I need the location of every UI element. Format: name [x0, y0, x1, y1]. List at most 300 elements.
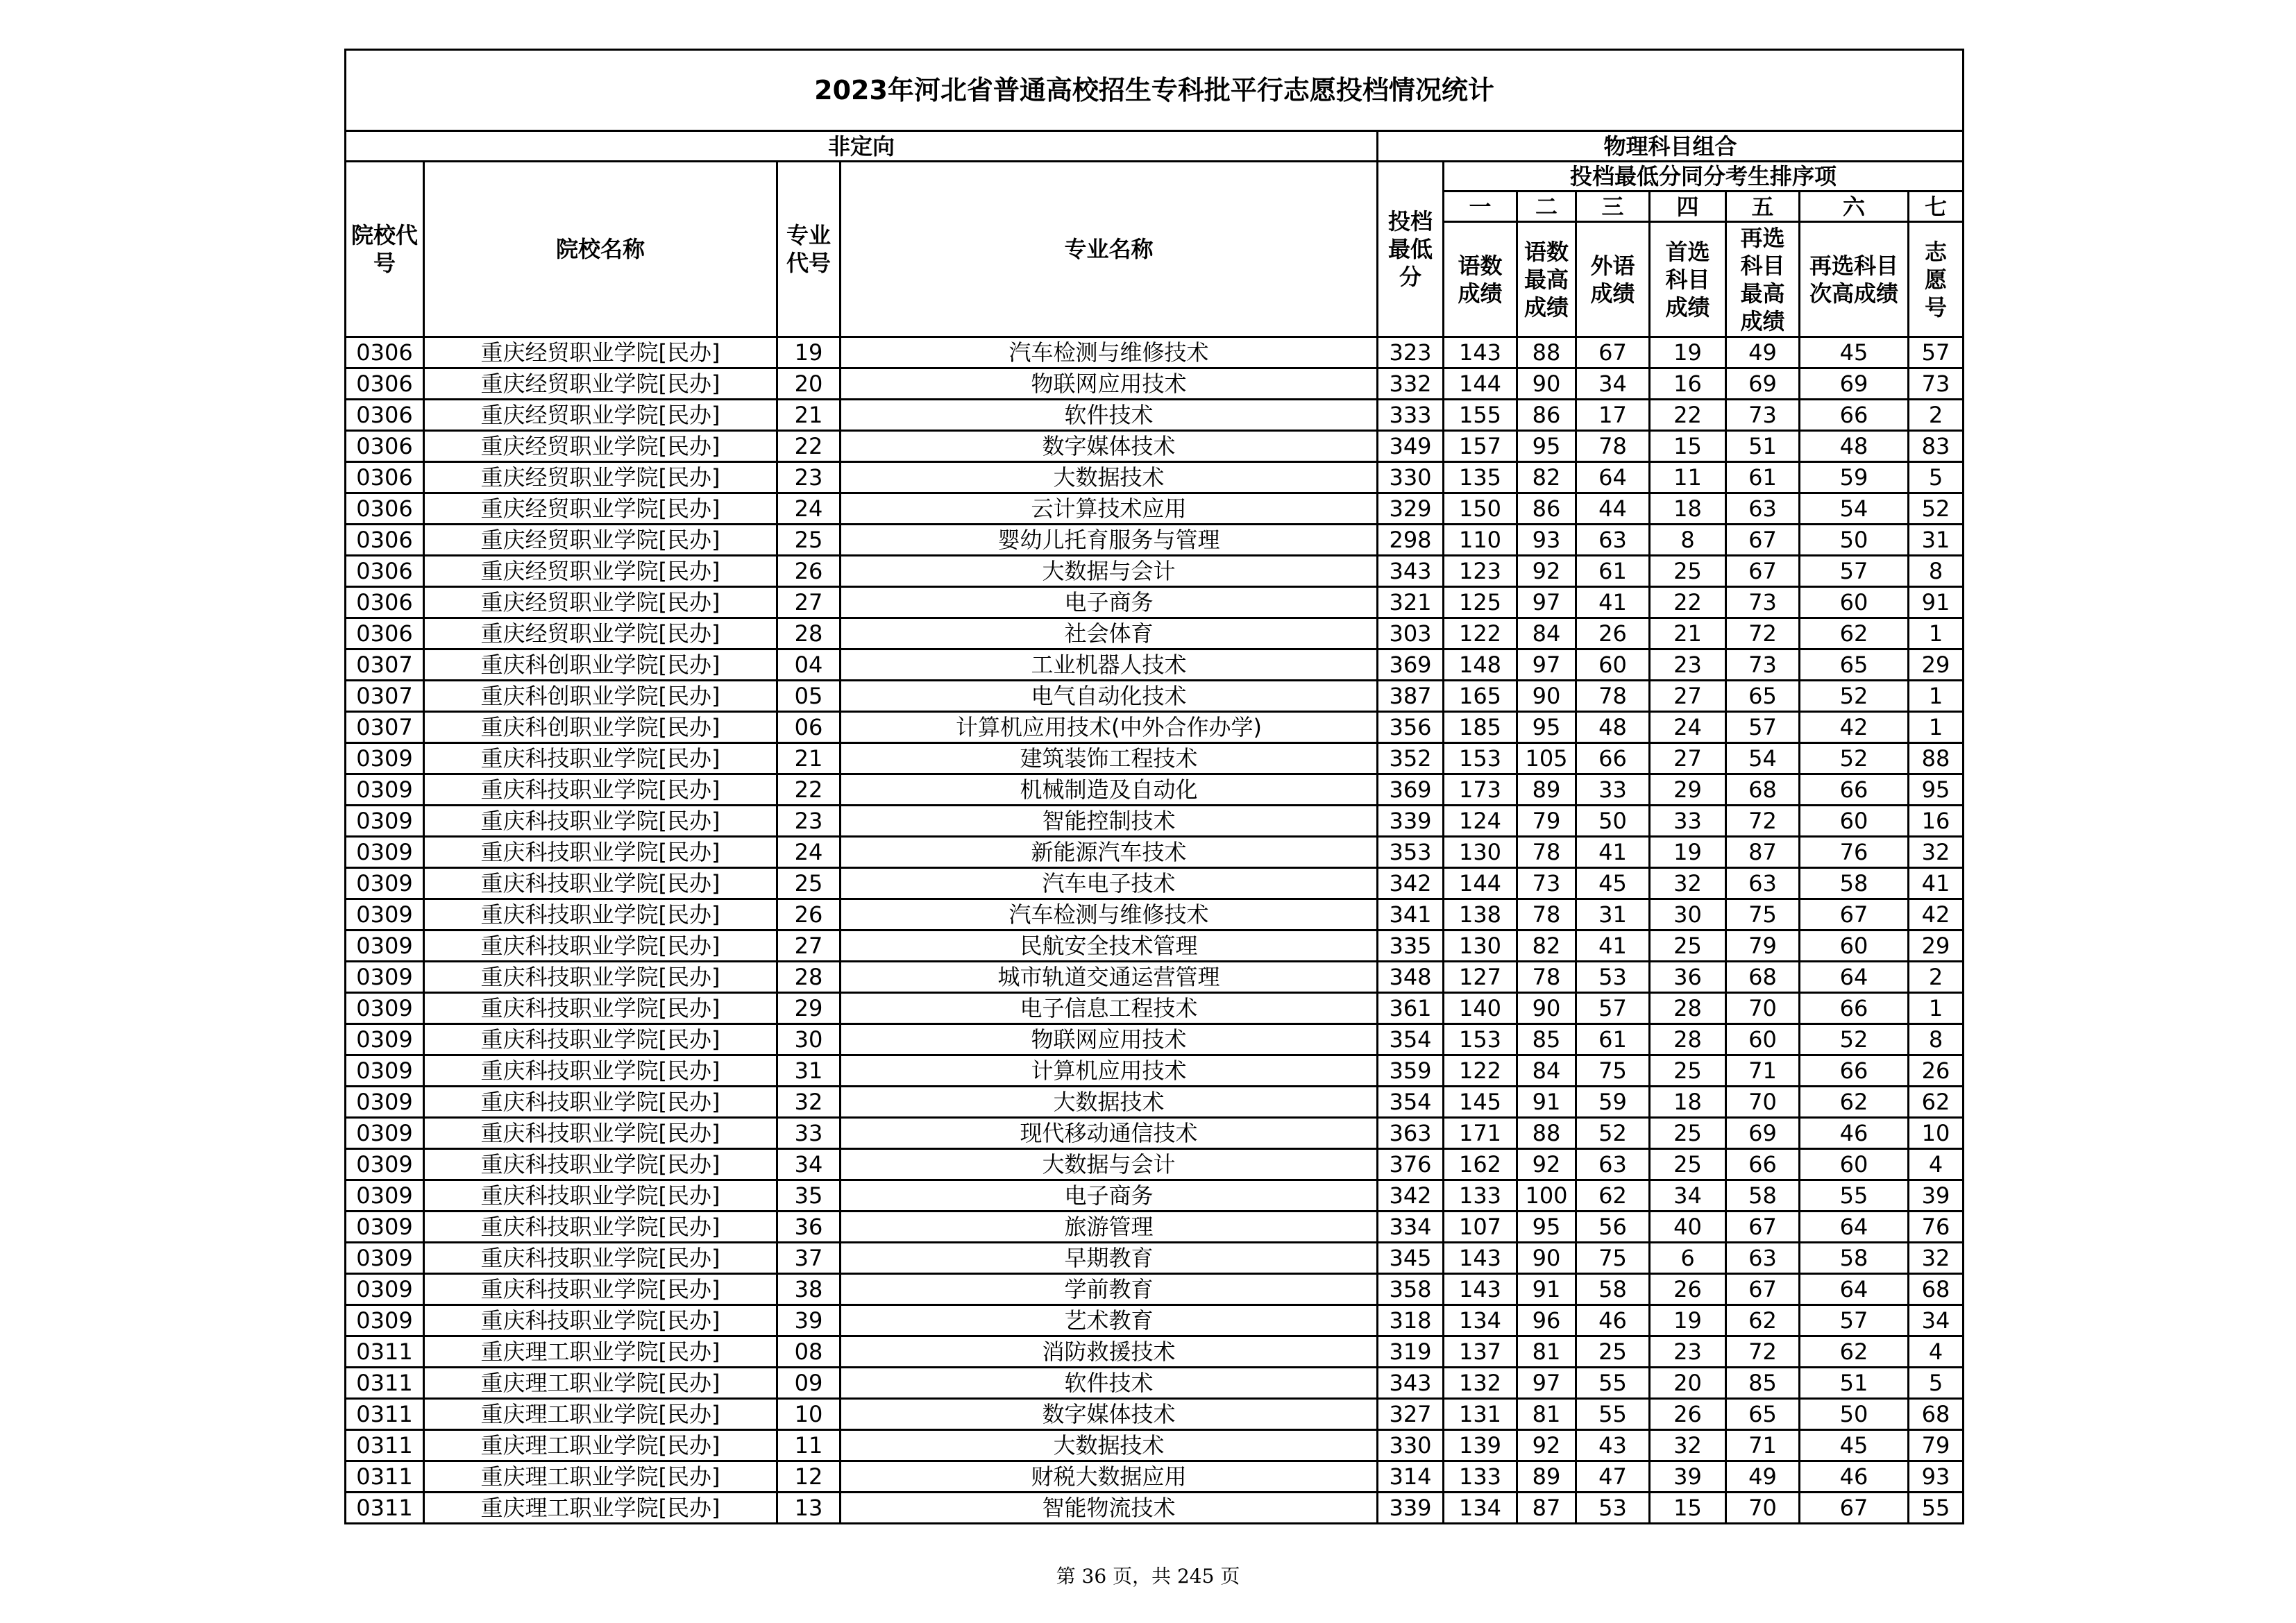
foreign-lang-score-cell: 62 [1576, 1180, 1650, 1212]
preference-number-cell: 5 [1909, 462, 1964, 493]
yushu-max-score-cell: 81 [1517, 1399, 1576, 1430]
preference-number-cell: 2 [1909, 400, 1964, 431]
school-name-cell: 重庆科技职业学院[民办] [424, 837, 777, 868]
reselect-second-score-cell: 48 [1800, 431, 1909, 462]
major-name-cell: 电子商务 [841, 587, 1378, 618]
table-row [346, 993, 1964, 1024]
reselect-second-score-cell: 69 [1800, 368, 1909, 400]
major-code-cell: 28 [777, 962, 841, 993]
preference-number-cell: 42 [1909, 899, 1964, 931]
school-name-cell: 重庆经贸职业学院[民办] [424, 462, 777, 493]
school-code-cell: 0309 [346, 993, 424, 1024]
first-subject-score-cell: 30 [1650, 899, 1726, 931]
yushu-score-cell: 143 [1444, 1274, 1517, 1305]
yushu-score-cell: 144 [1444, 868, 1517, 899]
min-score-cell: 348 [1378, 962, 1444, 993]
school-name-cell: 重庆科技职业学院[民办] [424, 1024, 777, 1055]
school-code-cell: 0309 [346, 743, 424, 774]
yushu-max-score-cell: 88 [1517, 337, 1576, 368]
yushu-max-score-cell: 100 [1517, 1180, 1576, 1212]
major-name-cell: 汽车电子技术 [841, 868, 1378, 899]
major-code-cell: 30 [777, 1024, 841, 1055]
school-code-cell: 0306 [346, 462, 424, 493]
yushu-score-cell: 133 [1444, 1180, 1517, 1212]
school-code-cell: 0309 [346, 1055, 424, 1087]
preference-number-cell: 62 [1909, 1087, 1964, 1118]
major-code-cell: 31 [777, 1055, 841, 1087]
yushu-max-score-cell: 89 [1517, 774, 1576, 806]
yushu-score-cell: 132 [1444, 1368, 1517, 1399]
preference-number-cell: 31 [1909, 525, 1964, 556]
tie-break-header: 投档最低分同分考生排序项 [1444, 162, 1964, 192]
tie-label-text: 志愿号 [1925, 238, 1948, 321]
major-code-cell: 22 [777, 774, 841, 806]
table-row [346, 774, 1964, 806]
reselect-max-score-cell: 57 [1726, 712, 1800, 743]
school-name-cell: 重庆经贸职业学院[民办] [424, 587, 777, 618]
reselect-second-score-cell: 65 [1800, 649, 1909, 681]
reselect-max-score-cell: 70 [1726, 993, 1800, 1024]
reselect-second-score-cell: 66 [1800, 1055, 1909, 1087]
reselect-second-score-cell: 62 [1800, 618, 1909, 649]
foreign-lang-score-cell: 52 [1576, 1118, 1650, 1149]
min-score-cell: 330 [1378, 1430, 1444, 1461]
min-score-cell: 356 [1378, 712, 1444, 743]
school-name-cell: 重庆理工职业学院[民办] [424, 1336, 777, 1368]
table-row [346, 806, 1964, 837]
min-score-cell: 332 [1378, 368, 1444, 400]
min-score-cell: 369 [1378, 774, 1444, 806]
school-code-cell: 0311 [346, 1493, 424, 1524]
reselect-max-score-cell: 75 [1726, 899, 1800, 931]
major-code-cell: 06 [777, 712, 841, 743]
reselect-max-score-cell: 71 [1726, 1055, 1800, 1087]
tie-label-text: 再选科目次高成绩 [1809, 252, 1898, 307]
table-row [346, 368, 1964, 400]
table-row [346, 1243, 1964, 1274]
school-code-cell: 0307 [346, 681, 424, 712]
school-name-header: 院校名称 [424, 162, 777, 337]
yushu-max-score-cell: 88 [1517, 1118, 1576, 1149]
first-subject-score-cell: 11 [1650, 462, 1726, 493]
table-row [346, 1461, 1964, 1493]
major-code-cell: 24 [777, 493, 841, 525]
major-name-cell: 软件技术 [841, 1368, 1378, 1399]
school-code-cell: 0306 [346, 525, 424, 556]
first-subject-score-cell: 39 [1650, 1461, 1726, 1493]
foreign-lang-score-cell: 45 [1576, 868, 1650, 899]
reselect-second-score-cell: 60 [1800, 1149, 1909, 1180]
table-row [346, 1336, 1964, 1368]
major-code-cell: 33 [777, 1118, 841, 1149]
reselect-max-score-cell: 54 [1726, 743, 1800, 774]
min-score-cell: 343 [1378, 556, 1444, 587]
reselect-second-score-cell: 58 [1800, 1243, 1909, 1274]
reselect-max-score-cell: 69 [1726, 368, 1800, 400]
reselect-max-score-cell: 58 [1726, 1180, 1800, 1212]
school-code-cell: 0306 [346, 400, 424, 431]
major-name-cell: 大数据技术 [841, 462, 1378, 493]
tie-label-header [1517, 222, 1576, 337]
foreign-lang-score-cell: 53 [1576, 962, 1650, 993]
reselect-second-score-cell: 60 [1800, 931, 1909, 962]
min-score-cell: 359 [1378, 1055, 1444, 1087]
foreign-lang-score-cell: 55 [1576, 1368, 1650, 1399]
yushu-max-score-cell: 96 [1517, 1305, 1576, 1336]
major-code-cell: 27 [777, 587, 841, 618]
school-code-cell: 0309 [346, 931, 424, 962]
reselect-second-score-cell: 66 [1800, 400, 1909, 431]
yushu-score-cell: 131 [1444, 1399, 1517, 1430]
yushu-max-score-cell: 105 [1517, 743, 1576, 774]
reselect-max-score-cell: 71 [1726, 1430, 1800, 1461]
table-row [346, 743, 1964, 774]
school-code-cell: 0309 [346, 1024, 424, 1055]
first-subject-score-cell: 23 [1650, 649, 1726, 681]
reselect-max-score-cell: 68 [1726, 774, 1800, 806]
school-name-cell: 重庆科技职业学院[民办] [424, 1180, 777, 1212]
major-name-cell: 机械制造及自动化 [841, 774, 1378, 806]
table-row [346, 1399, 1964, 1430]
major-name-cell: 汽车检测与维修技术 [841, 899, 1378, 931]
yushu-max-score-cell: 78 [1517, 899, 1576, 931]
major-code-cell: 24 [777, 837, 841, 868]
yushu-max-score-cell: 78 [1517, 837, 1576, 868]
preference-number-cell: 88 [1909, 743, 1964, 774]
major-name-cell: 智能控制技术 [841, 806, 1378, 837]
table-row [346, 1149, 1964, 1180]
major-code-cell: 10 [777, 1399, 841, 1430]
reselect-second-score-cell: 52 [1800, 743, 1909, 774]
school-name-cell: 重庆经贸职业学院[民办] [424, 431, 777, 462]
major-name-cell: 汽车检测与维修技术 [841, 337, 1378, 368]
preference-number-cell: 29 [1909, 649, 1964, 681]
school-code-header: 院校代号 [346, 162, 424, 337]
school-name-cell: 重庆科技职业学院[民办] [424, 1243, 777, 1274]
yushu-max-score-cell: 93 [1517, 525, 1576, 556]
first-subject-score-cell: 6 [1650, 1243, 1726, 1274]
foreign-lang-score-cell: 78 [1576, 431, 1650, 462]
foreign-lang-score-cell: 56 [1576, 1212, 1650, 1243]
school-code-cell: 0309 [346, 1212, 424, 1243]
first-subject-score-cell: 18 [1650, 1087, 1726, 1118]
yushu-score-cell: 162 [1444, 1149, 1517, 1180]
foreign-lang-score-cell: 44 [1576, 493, 1650, 525]
foreign-lang-score-cell: 63 [1576, 1149, 1650, 1180]
first-subject-score-cell: 33 [1650, 806, 1726, 837]
first-subject-score-cell: 23 [1650, 1336, 1726, 1368]
first-subject-score-cell: 19 [1650, 837, 1726, 868]
yushu-score-cell: 144 [1444, 368, 1517, 400]
reselect-second-score-cell: 60 [1800, 806, 1909, 837]
foreign-lang-score-cell: 31 [1576, 899, 1650, 931]
preference-number-cell: 68 [1909, 1274, 1964, 1305]
school-name-cell: 重庆科技职业学院[民办] [424, 1055, 777, 1087]
min-score-cell: 342 [1378, 1180, 1444, 1212]
yushu-max-score-cell: 97 [1517, 649, 1576, 681]
min-score-cell: 334 [1378, 1212, 1444, 1243]
min-score-cell: 345 [1378, 1243, 1444, 1274]
major-code-cell: 21 [777, 743, 841, 774]
school-code-cell: 0311 [346, 1336, 424, 1368]
yushu-max-score-cell: 82 [1517, 462, 1576, 493]
major-name-cell: 婴幼儿托育服务与管理 [841, 525, 1378, 556]
first-subject-score-cell: 27 [1650, 681, 1726, 712]
major-name-cell: 计算机应用技术 [841, 1055, 1378, 1087]
table-row [346, 493, 1964, 525]
major-name-cell: 物联网应用技术 [841, 368, 1378, 400]
table-row [346, 587, 1964, 618]
major-code-cell: 37 [777, 1243, 841, 1274]
first-subject-score-cell: 24 [1650, 712, 1726, 743]
major-name-cell: 消防救援技术 [841, 1336, 1378, 1368]
first-subject-score-cell: 25 [1650, 1149, 1726, 1180]
school-name-cell: 重庆经贸职业学院[民办] [424, 337, 777, 368]
reselect-max-score-cell: 72 [1726, 1336, 1800, 1368]
foreign-lang-score-cell: 17 [1576, 400, 1650, 431]
table-row [346, 899, 1964, 931]
preference-number-cell: 32 [1909, 837, 1964, 868]
reselect-second-score-cell: 42 [1800, 712, 1909, 743]
reselect-second-score-cell: 64 [1800, 1212, 1909, 1243]
school-name-cell: 重庆科技职业学院[民办] [424, 1212, 777, 1243]
yushu-score-cell: 143 [1444, 1243, 1517, 1274]
first-subject-score-cell: 22 [1650, 587, 1726, 618]
table-row [346, 400, 1964, 431]
reselect-second-score-cell: 67 [1800, 1493, 1909, 1524]
order-header: 四 [1650, 192, 1726, 222]
min-score-cell: 354 [1378, 1024, 1444, 1055]
major-name-cell: 大数据技术 [841, 1087, 1378, 1118]
school-name-cell: 重庆科技职业学院[民办] [424, 962, 777, 993]
min-score-cell: 318 [1378, 1305, 1444, 1336]
preference-number-cell: 41 [1909, 868, 1964, 899]
first-subject-score-cell: 21 [1650, 618, 1726, 649]
first-subject-score-cell: 22 [1650, 400, 1726, 431]
reselect-max-score-cell: 63 [1726, 493, 1800, 525]
table-row [346, 462, 1964, 493]
school-name-cell: 重庆理工职业学院[民办] [424, 1461, 777, 1493]
foreign-lang-score-cell: 55 [1576, 1399, 1650, 1430]
first-subject-score-cell: 32 [1650, 1430, 1726, 1461]
major-name-cell: 艺术教育 [841, 1305, 1378, 1336]
table-row [346, 1274, 1964, 1305]
school-code-cell: 0311 [346, 1430, 424, 1461]
yushu-score-cell: 134 [1444, 1305, 1517, 1336]
tie-label-text: 语数成绩 [1458, 252, 1503, 307]
major-code-cell: 28 [777, 618, 841, 649]
reselect-max-score-cell: 73 [1726, 649, 1800, 681]
preference-number-cell: 91 [1909, 587, 1964, 618]
preference-number-cell: 8 [1909, 1024, 1964, 1055]
school-name-cell: 重庆科创职业学院[民办] [424, 681, 777, 712]
reselect-second-score-cell: 51 [1800, 1368, 1909, 1399]
school-code-cell: 0306 [346, 587, 424, 618]
table-row [346, 1430, 1964, 1461]
school-code-cell: 0309 [346, 899, 424, 931]
table-row [346, 837, 1964, 868]
major-name-cell: 建筑装饰工程技术 [841, 743, 1378, 774]
yushu-max-score-cell: 95 [1517, 712, 1576, 743]
table-row [346, 1212, 1964, 1243]
yushu-score-cell: 122 [1444, 618, 1517, 649]
table-row [346, 1024, 1964, 1055]
table-row [346, 868, 1964, 899]
foreign-lang-score-cell: 53 [1576, 1493, 1650, 1524]
major-name-cell: 数字媒体技术 [841, 431, 1378, 462]
reselect-second-score-cell: 46 [1800, 1461, 1909, 1493]
school-name-cell: 重庆经贸职业学院[民办] [424, 400, 777, 431]
reselect-second-score-cell: 64 [1800, 1274, 1909, 1305]
major-name-cell: 电子信息工程技术 [841, 993, 1378, 1024]
school-name-cell: 重庆科创职业学院[民办] [424, 712, 777, 743]
reselect-second-score-cell: 55 [1800, 1180, 1909, 1212]
yushu-score-cell: 134 [1444, 1493, 1517, 1524]
yushu-max-score-cell: 95 [1517, 431, 1576, 462]
major-name-cell: 民航安全技术管理 [841, 931, 1378, 962]
school-name-cell: 重庆科技职业学院[民办] [424, 931, 777, 962]
preference-number-cell: 4 [1909, 1149, 1964, 1180]
school-code-cell: 0306 [346, 618, 424, 649]
preference-number-cell: 76 [1909, 1212, 1964, 1243]
first-subject-score-cell: 34 [1650, 1180, 1726, 1212]
yushu-score-cell: 171 [1444, 1118, 1517, 1149]
yushu-max-score-cell: 79 [1517, 806, 1576, 837]
min-score-header: 投档最低分 [1378, 162, 1444, 337]
foreign-lang-score-cell: 33 [1576, 774, 1650, 806]
major-name-header: 专业名称 [841, 162, 1378, 337]
major-name-cell: 财税大数据应用 [841, 1461, 1378, 1493]
min-score-cell: 327 [1378, 1399, 1444, 1430]
preference-number-cell: 10 [1909, 1118, 1964, 1149]
yushu-score-cell: 139 [1444, 1430, 1517, 1461]
preference-number-cell: 39 [1909, 1180, 1964, 1212]
table-row [346, 525, 1964, 556]
min-score-cell: 342 [1378, 868, 1444, 899]
foreign-lang-score-cell: 26 [1576, 618, 1650, 649]
page-footer: 第 36 页，共 245 页 [1056, 1565, 1240, 1588]
tie-label-header [1726, 222, 1800, 337]
school-name-cell: 重庆科技职业学院[民办] [424, 993, 777, 1024]
table-row [346, 931, 1964, 962]
first-subject-score-cell: 25 [1650, 1055, 1726, 1087]
reselect-second-score-cell: 64 [1800, 962, 1909, 993]
reselect-second-score-cell: 57 [1800, 1305, 1909, 1336]
preference-number-cell: 32 [1909, 1243, 1964, 1274]
major-code-header: 专业代号 [777, 162, 841, 337]
min-score-cell: 358 [1378, 1274, 1444, 1305]
yushu-max-score-cell: 92 [1517, 1430, 1576, 1461]
major-name-cell: 现代移动通信技术 [841, 1118, 1378, 1149]
reselect-max-score-cell: 70 [1726, 1087, 1800, 1118]
reselect-second-score-cell: 45 [1800, 337, 1909, 368]
major-name-cell: 数字媒体技术 [841, 1399, 1378, 1430]
yushu-max-score-cell: 87 [1517, 1493, 1576, 1524]
reselect-second-score-cell: 67 [1800, 899, 1909, 931]
reselect-max-score-cell: 65 [1726, 681, 1800, 712]
major-name-cell: 大数据与会计 [841, 556, 1378, 587]
school-name-cell: 重庆科技职业学院[民办] [424, 868, 777, 899]
yushu-score-cell: 122 [1444, 1055, 1517, 1087]
reselect-second-score-cell: 50 [1800, 1399, 1909, 1430]
school-code-cell: 0309 [346, 868, 424, 899]
major-code-cell: 25 [777, 525, 841, 556]
reselect-second-score-cell: 57 [1800, 556, 1909, 587]
min-score-cell: 329 [1378, 493, 1444, 525]
yushu-score-cell: 185 [1444, 712, 1517, 743]
yushu-max-score-cell: 85 [1517, 1024, 1576, 1055]
yushu-max-score-cell: 84 [1517, 1055, 1576, 1087]
min-score-cell: 353 [1378, 837, 1444, 868]
min-score-cell: 349 [1378, 431, 1444, 462]
major-code-cell: 35 [777, 1180, 841, 1212]
yushu-score-cell: 165 [1444, 681, 1517, 712]
table-row [346, 1087, 1964, 1118]
major-code-cell: 13 [777, 1493, 841, 1524]
first-subject-score-cell: 15 [1650, 1493, 1726, 1524]
preference-number-cell: 1 [1909, 712, 1964, 743]
foreign-lang-score-cell: 63 [1576, 525, 1650, 556]
major-code-cell: 23 [777, 806, 841, 837]
major-name-cell: 早期教育 [841, 1243, 1378, 1274]
table-row [346, 556, 1964, 587]
reselect-second-score-cell: 66 [1800, 993, 1909, 1024]
tie-label-header [1650, 222, 1726, 337]
yushu-max-score-cell: 97 [1517, 1368, 1576, 1399]
school-name-cell: 重庆科技职业学院[民办] [424, 899, 777, 931]
first-subject-score-cell: 29 [1650, 774, 1726, 806]
preference-number-cell: 29 [1909, 931, 1964, 962]
school-code-cell: 0306 [346, 337, 424, 368]
tie-label-header [1909, 222, 1964, 337]
major-code-cell: 26 [777, 556, 841, 587]
tie-label-text: 外语成绩 [1590, 252, 1635, 307]
order-header: 三 [1576, 192, 1650, 222]
reselect-max-score-cell: 72 [1726, 806, 1800, 837]
reselect-max-score-cell: 67 [1726, 1212, 1800, 1243]
preference-number-cell: 2 [1909, 962, 1964, 993]
reselect-max-score-cell: 68 [1726, 962, 1800, 993]
major-code-cell: 38 [777, 1274, 841, 1305]
reselect-max-score-cell: 85 [1726, 1368, 1800, 1399]
foreign-lang-score-cell: 48 [1576, 712, 1650, 743]
first-subject-score-cell: 15 [1650, 431, 1726, 462]
foreign-lang-score-cell: 67 [1576, 337, 1650, 368]
school-code-cell: 0309 [346, 806, 424, 837]
min-score-cell: 333 [1378, 400, 1444, 431]
min-score-cell: 298 [1378, 525, 1444, 556]
school-name-cell: 重庆科技职业学院[民办] [424, 1274, 777, 1305]
major-code-cell: 21 [777, 400, 841, 431]
reselect-max-score-cell: 69 [1726, 1118, 1800, 1149]
school-name-cell: 重庆经贸职业学院[民办] [424, 368, 777, 400]
reselect-second-score-cell: 62 [1800, 1336, 1909, 1368]
table-row [346, 1368, 1964, 1399]
yushu-score-cell: 157 [1444, 431, 1517, 462]
major-code-cell: 11 [777, 1430, 841, 1461]
yushu-score-cell: 138 [1444, 899, 1517, 931]
school-name-cell: 重庆科创职业学院[民办] [424, 649, 777, 681]
preference-number-cell: 73 [1909, 368, 1964, 400]
yushu-max-score-cell: 78 [1517, 962, 1576, 993]
major-code-cell: 25 [777, 868, 841, 899]
first-subject-score-cell: 19 [1650, 337, 1726, 368]
first-subject-score-cell: 20 [1650, 1368, 1726, 1399]
reselect-second-score-cell: 50 [1800, 525, 1909, 556]
yushu-score-cell: 143 [1444, 337, 1517, 368]
order-header: 一 [1444, 192, 1517, 222]
yushu-max-score-cell: 73 [1517, 868, 1576, 899]
